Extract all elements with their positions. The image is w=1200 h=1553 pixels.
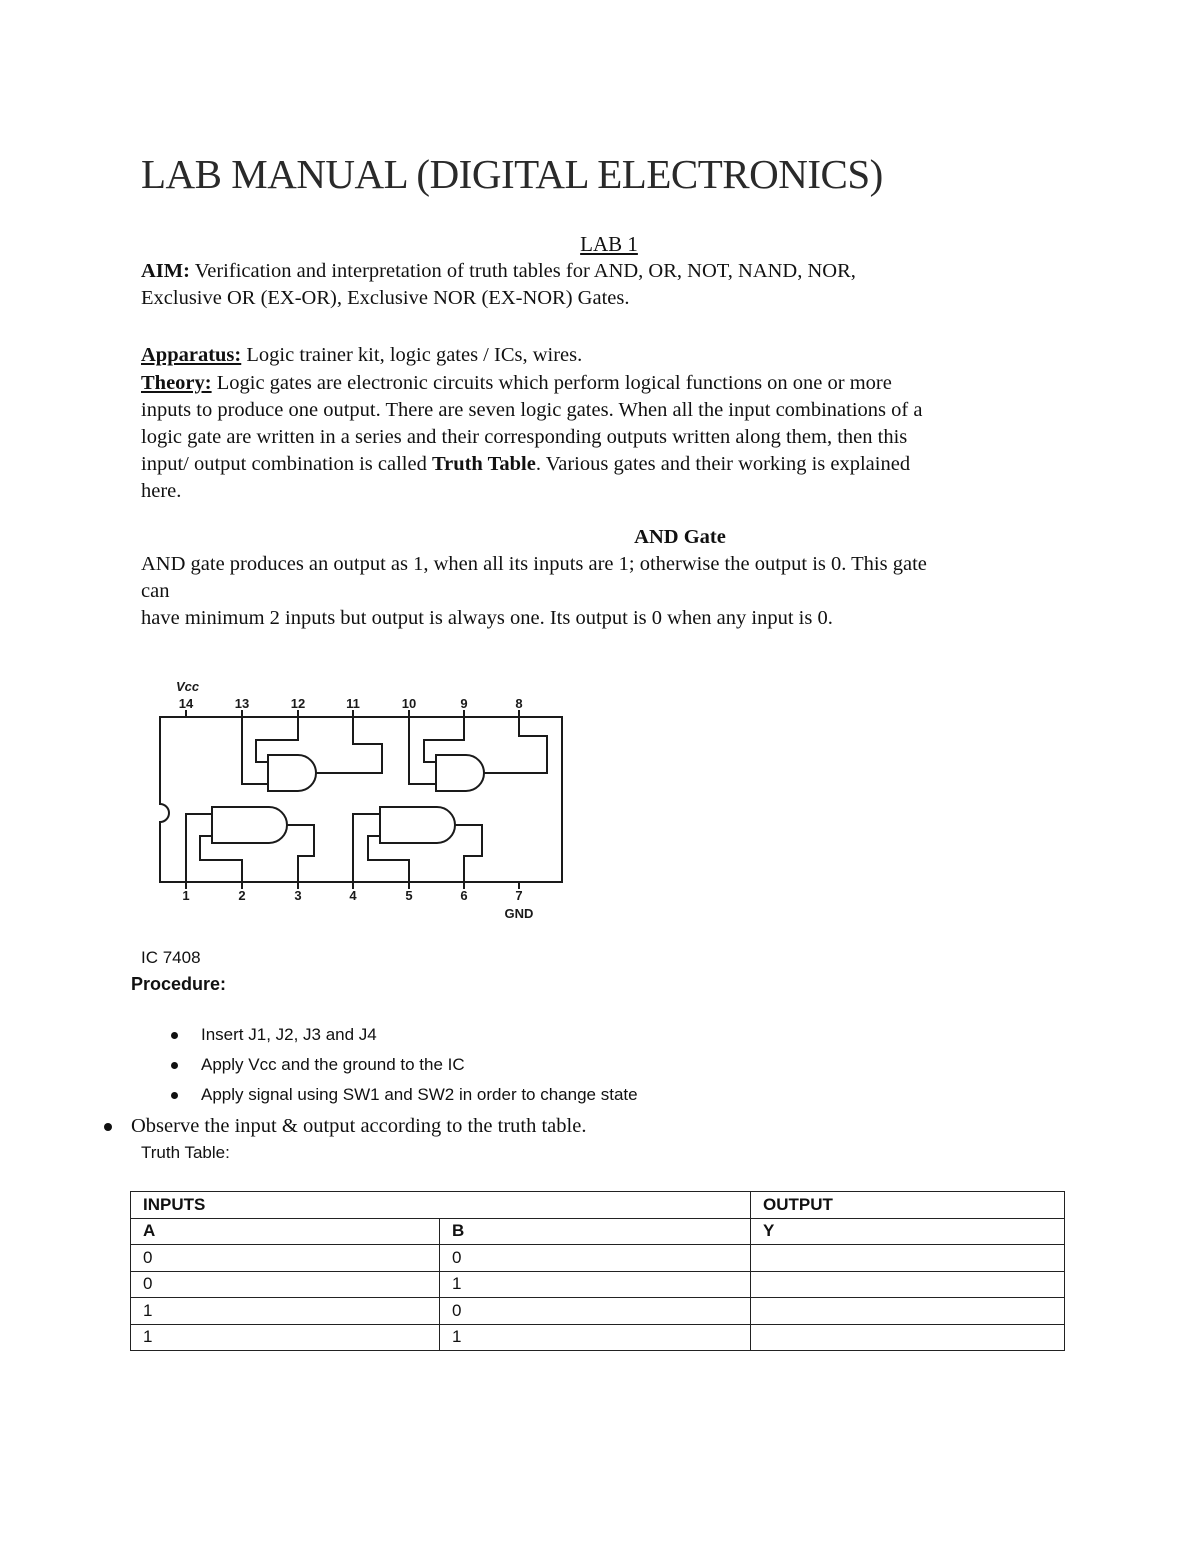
list-item <box>201 1050 638 1080</box>
output-header: OUTPUT <box>751 1192 1065 1219</box>
pin-label: 2 <box>238 888 246 903</box>
theory-text-1: Logic gates are electronic circuits which perform logical functions on one or more <box>211 372 892 394</box>
table-row <box>131 1245 1065 1272</box>
table-cell: 1 <box>131 1298 440 1325</box>
and-gate-symbol-1 <box>268 755 316 791</box>
pin-label: 4 <box>349 888 357 903</box>
gnd-label: GND <box>504 906 534 921</box>
procedure-step-2: Apply Vcc and the ground to the IC <box>201 1055 465 1074</box>
table-cell: 1 <box>131 1324 440 1351</box>
bullet-icon <box>171 1032 178 1039</box>
aim-line-1 <box>141 258 856 285</box>
and-gate-line-1: AND gate produces an output as 1, when all its inputs are 1; otherwise the output is 0. This gate <box>141 553 927 575</box>
truth-table <box>130 1191 1065 1351</box>
lab-label: LAB 1 <box>580 232 638 256</box>
table-row <box>131 1324 1065 1351</box>
pin-label: 9 <box>460 696 468 711</box>
theory-line-3: logic gate are written in a series and their corresponding outputs written along them, then this <box>141 426 908 448</box>
and-gate-line-3: have minimum 2 inputs but output is always one. Its output is 0 when any input is 0. <box>141 607 833 629</box>
table-cell: 0 <box>440 1298 751 1325</box>
column-header-a: A <box>131 1218 440 1245</box>
theory-text-4a: input/ output combination is called <box>141 453 432 475</box>
observe-step: Observe the input & output according to the truth table. <box>131 1115 587 1137</box>
procedure-step-1: Insert J1, J2, J3 and J4 <box>201 1025 377 1044</box>
document-title: LAB MANUAL (DIGITAL ELECTRONICS) <box>141 151 883 197</box>
table-cell: 1 <box>440 1324 751 1351</box>
and-gate-symbol-2 <box>436 755 484 791</box>
pin-label: 3 <box>294 888 302 903</box>
pin-label: 8 <box>515 696 523 711</box>
apparatus-label: Apparatus: <box>141 344 242 366</box>
table-cell: 0 <box>131 1245 440 1272</box>
table-row <box>131 1192 1065 1219</box>
table-cell <box>751 1271 1065 1298</box>
bullet-icon <box>171 1062 178 1069</box>
list-item <box>201 1020 638 1050</box>
truth-table-caption: Truth Table: <box>141 1143 230 1162</box>
pin-label: 6 <box>460 888 468 903</box>
table-cell <box>751 1298 1065 1325</box>
theory-line-4 <box>141 451 910 478</box>
vcc-label: Vcc <box>176 679 200 694</box>
aim-text-1: Verification and interpretation of truth tables for AND, OR, NOT, NAND, NOR, <box>189 260 856 282</box>
procedure-step-3: Apply signal using SW1 and SW2 in order to change state <box>201 1085 638 1104</box>
aim-label: AIM: <box>141 260 190 282</box>
theory-text-4b: . Various gates and their working is explained <box>535 453 911 475</box>
ic-7408-pinout-diagram <box>150 672 570 927</box>
column-header-y: Y <box>751 1218 1065 1245</box>
pin-label: 5 <box>405 888 413 903</box>
theory-line-5: here. <box>141 480 182 502</box>
table-row <box>131 1298 1065 1325</box>
ic-caption: IC 7408 <box>141 948 201 967</box>
apparatus-line <box>141 342 582 369</box>
table-row <box>131 1218 1065 1245</box>
pin-label: 1 <box>182 888 190 903</box>
aim-line-2: Exclusive OR (EX-OR), Exclusive NOR (EX-NOR) Gates. <box>141 287 630 309</box>
table-cell: 0 <box>440 1245 751 1272</box>
pin-label: 14 <box>178 696 194 711</box>
theory-label: Theory: <box>141 372 212 394</box>
and-gate-symbol-3 <box>212 807 287 843</box>
pin-label: 12 <box>290 696 306 711</box>
table-cell: 0 <box>131 1271 440 1298</box>
apparatus-text: Logic trainer kit, logic gates / ICs, wires. <box>241 344 583 366</box>
pin-label: 13 <box>234 696 250 711</box>
pin-label: 7 <box>515 888 523 903</box>
and-gate-symbol-4 <box>380 807 455 843</box>
pin-label: 11 <box>346 696 360 711</box>
theory-line-1 <box>141 370 892 397</box>
column-header-b: B <box>440 1218 751 1245</box>
table-row <box>131 1271 1065 1298</box>
ic-body <box>160 717 562 882</box>
procedure-steps <box>201 1020 638 1110</box>
and-gate-heading: AND Gate <box>634 526 726 548</box>
inputs-header: INPUTS <box>131 1192 751 1219</box>
bullet-icon <box>104 1123 112 1131</box>
procedure-heading: Procedure: <box>131 974 227 994</box>
pin-label: 10 <box>401 696 417 711</box>
table-cell <box>751 1245 1065 1272</box>
table-cell <box>751 1324 1065 1351</box>
list-item <box>201 1080 638 1110</box>
bullet-icon <box>171 1092 178 1099</box>
theory-line-2: inputs to produce one output. There are seven logic gates. When all the input combinations of a <box>141 399 923 421</box>
truth-table-term: Truth Table <box>431 453 536 475</box>
table-cell: 1 <box>440 1271 751 1298</box>
and-gate-line-2: can <box>141 580 170 602</box>
